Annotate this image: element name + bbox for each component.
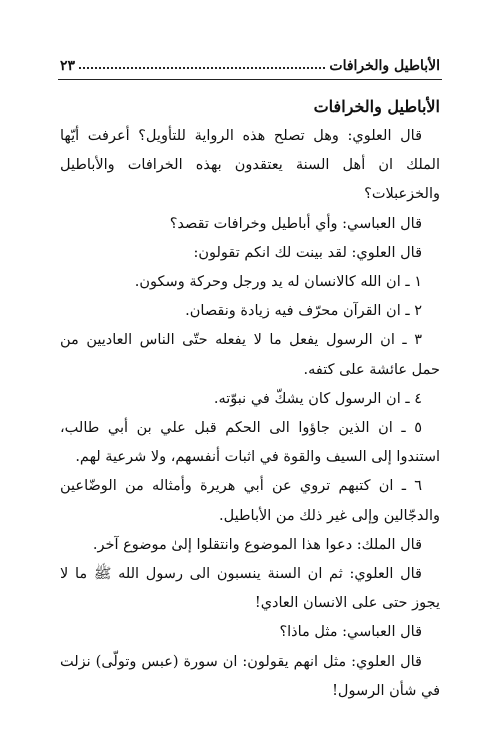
list-item: ٤ ـ ان الرسول كان يشكّ في نبوّته. [213,390,422,407]
list-item: ٦ ـ ان كتبهم تروي عن أبي هريرة وأمثاله من الوضّاعين والدجّالين وإلى غير ذلك من الأباطيل. [60,478,440,524]
running-header [60,50,440,74]
list-item: ١ ـ ان الله كالانسان له يد ورجل وحركة وسكون. [134,274,422,291]
paragraph: قال العلوي: وهل تصلح هذه الرواية للتأويل؟ أعرفت أيّها الملك ان أهل السنة يعتقدون بهذه الخرافات والأباطيل والخزعبلات؟ [60,128,440,203]
paragraph: قال الملك: دعوا هذا الموضوع وانتقلوا إلىٰ موضوع آخر. [92,536,422,553]
header-rule [58,79,442,80]
paragraph: قال العلوي: ثم ان السنة ينسبون الى رسول الله ﷺ ما لا يجوز حتى على الانسان العادي! [60,566,440,612]
list-item: ٢ ـ ان القرآن محرّف فيه زيادة ونقصان. [185,303,422,320]
paragraph: قال العباسي: مثل ماذا؟ [279,624,422,641]
paragraph: قال العباسي: وأي أباطيل وخرافات تقصد؟ [169,215,422,232]
list-item: ٣ ـ ان الرسول يفعل ما لا يفعله حتّى الناس العاديين من حمل عائشة على كتفه. [60,332,440,378]
header-dot-leader [79,66,325,69]
page-number: ٢٣ [60,58,76,74]
paragraph: قال العلوي: مثل انهم يقولون: ان سورة (عبس وتولّى) نزلت في شأن الرسول! [60,653,440,699]
paragraph: قال العلوي: لقد بينت لك انكم تقولون: [193,244,422,261]
list-item: ٥ ـ ان الذين جاؤوا الى الحكم قبل علي بن أبي طالب، استندوا إلى السيف والقوة في اثبات أنفسهم، ولا شرعية لهم. [60,420,440,466]
section-heading: الأباطيل والخرافات [313,97,440,116]
header-title: الأباطيل والخرافات [329,58,440,74]
page-body [60,92,440,706]
